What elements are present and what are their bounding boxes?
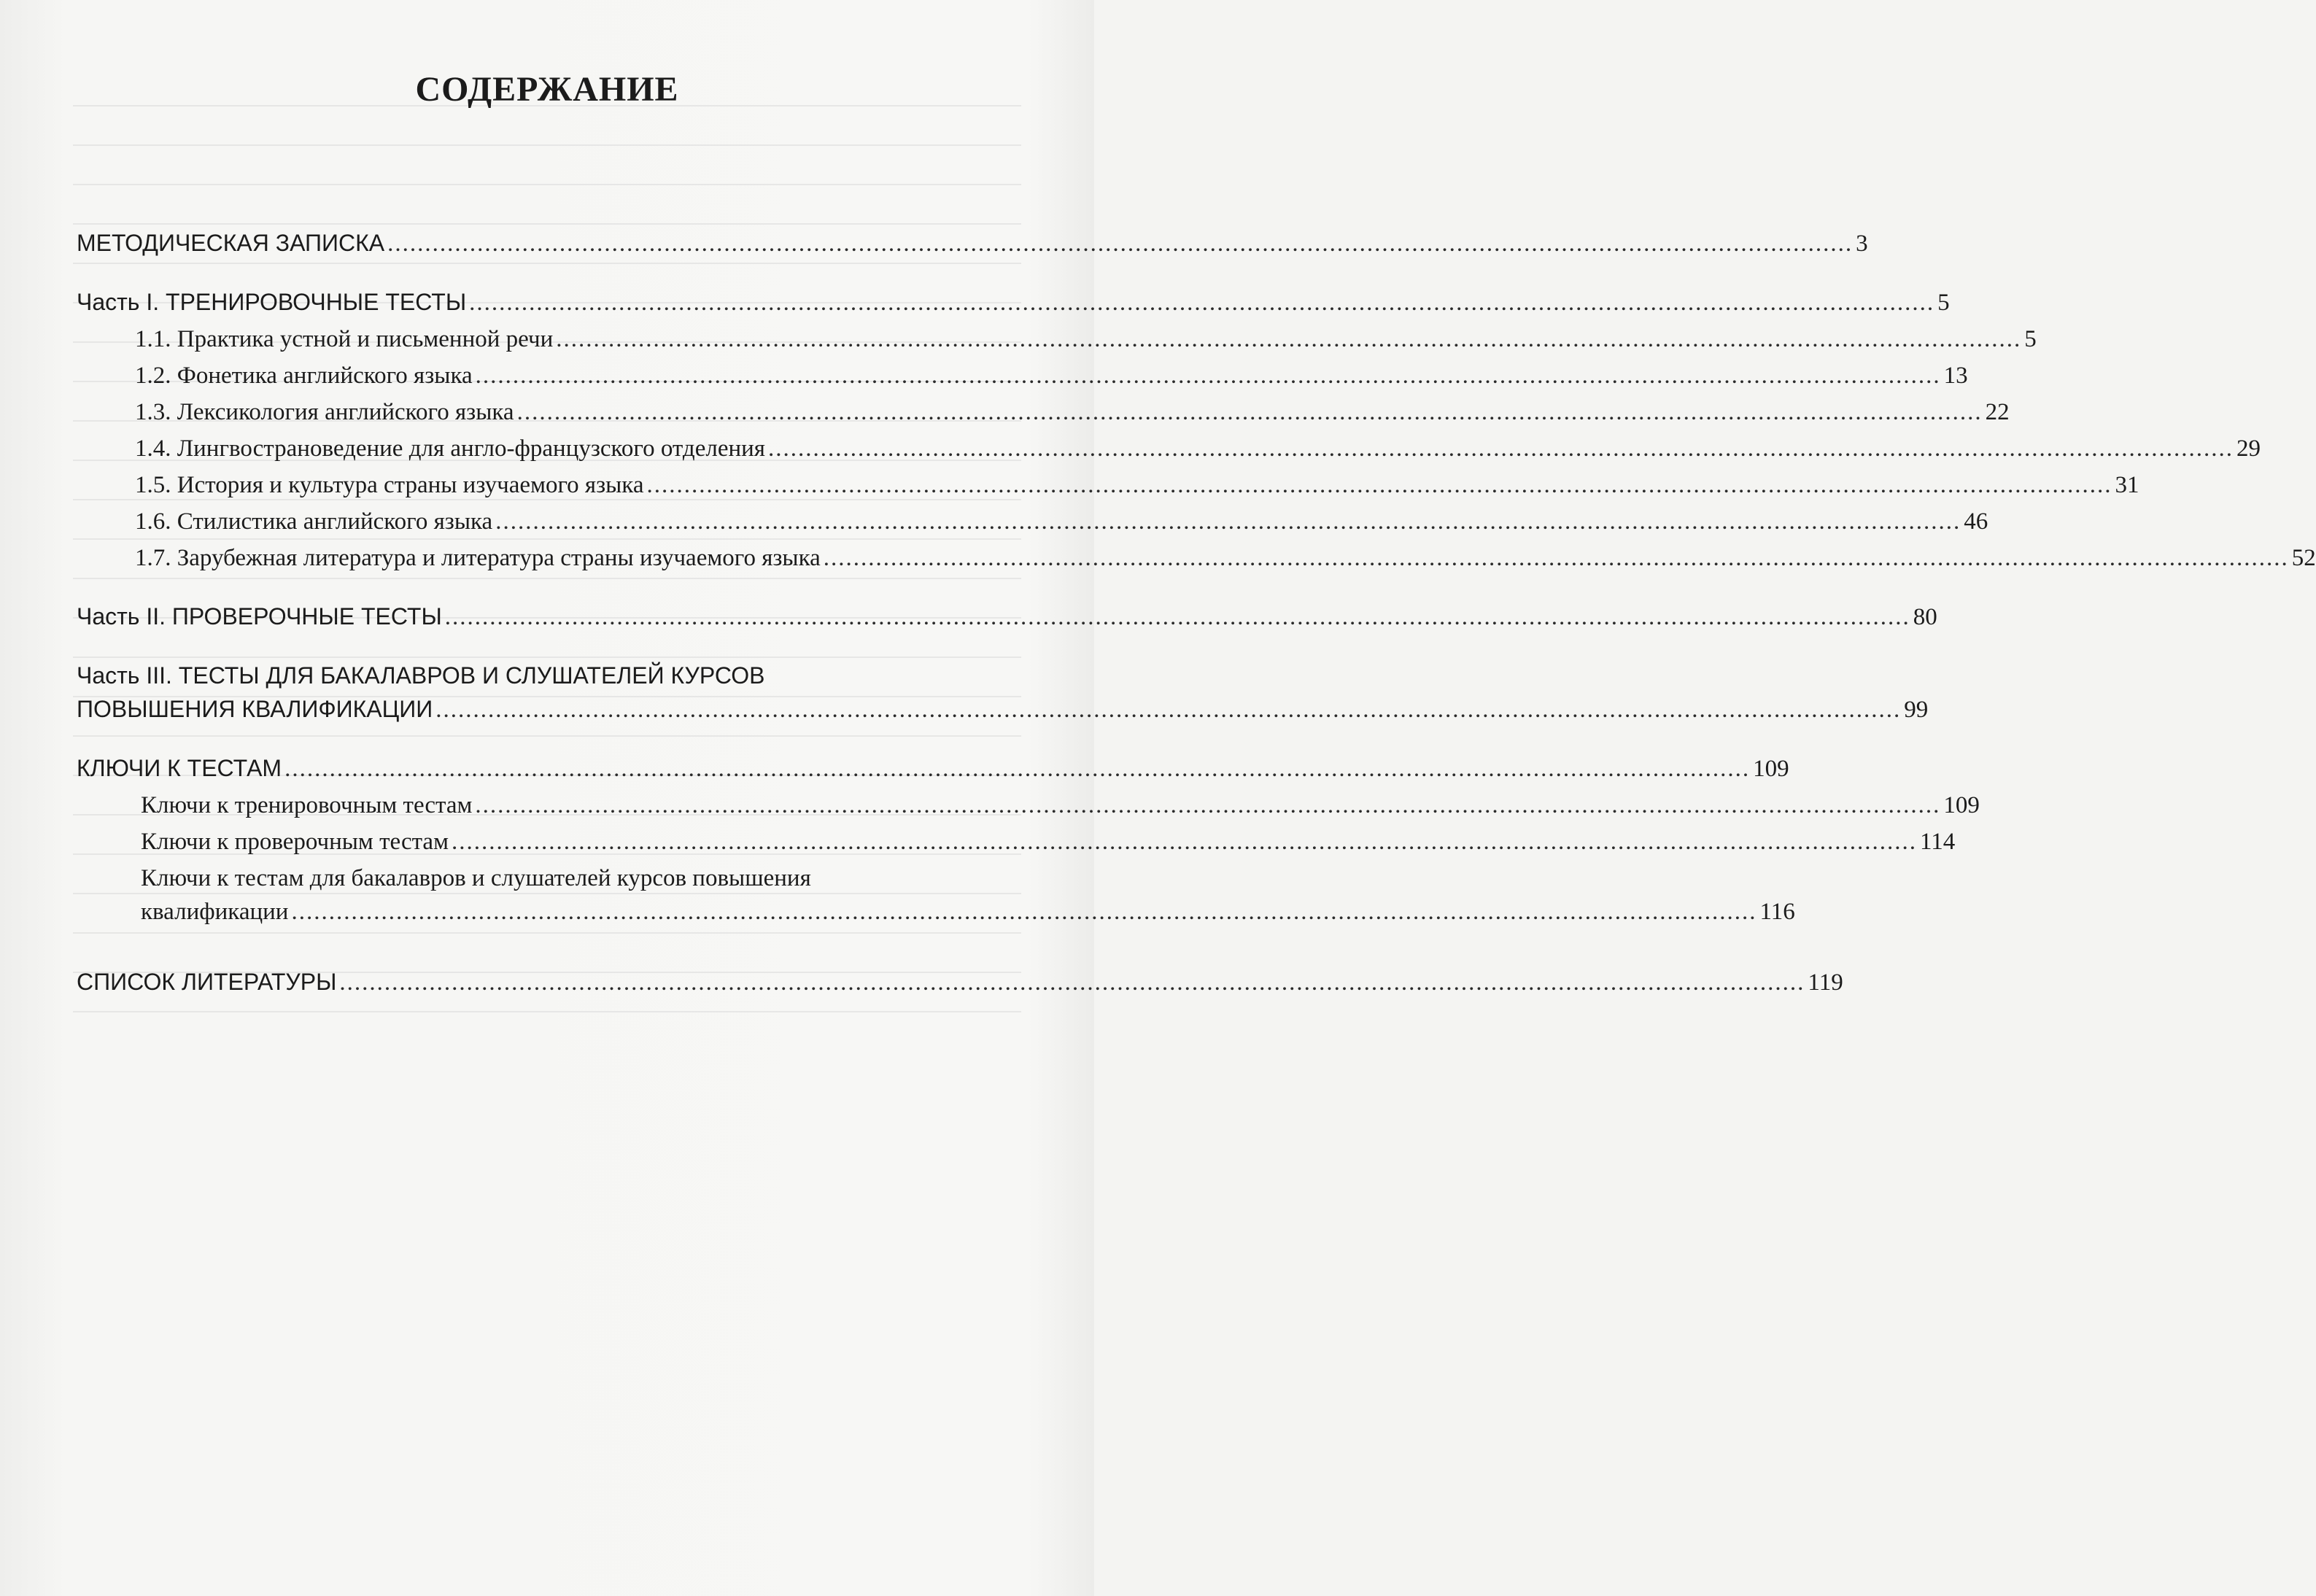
- toc-page-number: 13: [1943, 363, 1968, 389]
- leader-dots: ....................................................................................................................................................................................................: [451, 829, 1917, 855]
- toc-page-number: 119: [1808, 969, 1843, 996]
- toc-entry: [77, 965, 1843, 999]
- toc-entry-label: 1.5. История и культура страны изучаемого языка: [135, 472, 644, 498]
- toc-entry-label: 1.7. Зарубежная литература и литература страны изучаемого языка: [135, 545, 821, 571]
- toc-entry: [77, 789, 1980, 822]
- toc-entry-label: 1.4. Лингвострановедение для англо-французского отделения: [135, 435, 765, 462]
- leader-dots: ....................................................................................................................................................................................................: [556, 326, 2022, 352]
- leader-dots: ....................................................................................................................................................................................................: [339, 969, 1805, 996]
- toc-entry-label: Ключи к тренировочным тестам: [141, 792, 473, 818]
- leader-dots: ....................................................................................................................................................................................................: [823, 545, 2289, 571]
- leader-dots: ....................................................................................................................................................................................................: [516, 399, 1983, 425]
- toc-entry: [77, 285, 1950, 319]
- toc-entry: [77, 395, 2010, 429]
- leader-dots: ....................................................................................................................................................................................................: [646, 472, 2112, 498]
- toc-entry: [77, 541, 2316, 575]
- toc-entry: [77, 432, 2261, 465]
- leader-dots: ....................................................................................................................................................................................................: [387, 231, 1854, 257]
- toc-entry-label: 1.6. Стилистика английского языка: [135, 508, 493, 535]
- leader-dots: ....................................................................................................................................................................................................: [444, 604, 1910, 630]
- toc-page-number: 3: [1856, 231, 1868, 257]
- toc-entry-label-line1: Ключи к тестам для бакалавров и слушателей курсов повышения: [141, 865, 811, 891]
- toc-page-number: 5: [1937, 290, 1950, 316]
- toc-page-number: 80: [1913, 604, 1937, 630]
- toc-entry-label: Ключи к проверочным тестам: [141, 829, 449, 855]
- leader-dots: ....................................................................................................................................................................................................: [475, 363, 1941, 389]
- leader-dots: ....................................................................................................................................................................................................: [284, 756, 1751, 782]
- toc-page-number: 109: [1753, 756, 1789, 782]
- toc-entry-label-line1: Часть III. ТЕСТЫ ДЛЯ БАКАЛАВРОВ И СЛУШАТЕЛЕЙ КУРСОВ: [77, 662, 765, 689]
- toc-entry-label: Часть II. ПРОВЕРОЧНЫЕ ТЕСТЫ: [77, 603, 442, 630]
- toc-entry-multiline: [77, 861, 1795, 929]
- toc-page-number: 109: [1943, 792, 1980, 818]
- toc-entry: [77, 600, 1937, 634]
- toc-entry-label: 1.1. Практика устной и письменной речи: [135, 326, 554, 352]
- toc-page-number: 99: [1904, 697, 1929, 723]
- toc-entry: [77, 895, 1795, 929]
- toc-page-number: 31: [2115, 472, 2139, 498]
- toc-entry: [77, 692, 1929, 727]
- toc-entry-label: 1.2. Фонетика английского языка: [135, 363, 473, 389]
- toc-entry-label: 1.3. Лексикология английского языка: [135, 399, 514, 425]
- toc-entry: [77, 751, 1789, 786]
- toc-entry-label: Часть I. ТРЕНИРОВОЧНЫЕ ТЕСТЫ: [77, 289, 467, 315]
- page-title: СОДЕРЖАНИЕ: [415, 70, 679, 109]
- leader-dots: ....................................................................................................................................................................................................: [469, 290, 1935, 316]
- toc-entry: [77, 505, 1988, 538]
- toc-entry: [77, 226, 1868, 260]
- toc-page-number: 5: [2024, 326, 2037, 352]
- toc-entry: [77, 322, 2037, 356]
- leader-dots: ....................................................................................................................................................................................................: [291, 899, 1757, 925]
- toc-entry-label: СПИСОК ЛИТЕРАТУРЫ: [77, 969, 337, 995]
- toc-page-number: 29: [2236, 435, 2261, 462]
- toc-page-number: 46: [1964, 508, 1988, 535]
- leader-dots: ....................................................................................................................................................................................................: [767, 435, 2234, 462]
- leader-dots: ....................................................................................................................................................................................................: [435, 697, 1902, 723]
- table-of-contents: [77, 226, 2316, 999]
- toc-entry-label: квалификации: [141, 899, 289, 925]
- toc-entry: [77, 359, 1968, 392]
- toc-entry-label: МЕТОДИЧЕСКАЯ ЗАПИСКА: [77, 230, 385, 256]
- toc-page-number: 114: [1919, 829, 1956, 855]
- toc-page-number: 22: [1985, 399, 2010, 425]
- toc-entry: [77, 468, 2139, 502]
- toc-page-number: 116: [1759, 899, 1795, 925]
- toc-page-number: 52: [2291, 545, 2316, 571]
- toc-entry-label: КЛЮЧИ К ТЕСТАМ: [77, 755, 282, 781]
- toc-entry: [77, 825, 1956, 859]
- leader-dots: ....................................................................................................................................................................................................: [475, 792, 1941, 818]
- leader-dots: ....................................................................................................................................................................................................: [495, 508, 1961, 535]
- toc-entry-multiline: [77, 659, 1929, 727]
- toc-entry-label: ПОВЫШЕНИЯ КВАЛИФИКАЦИИ: [77, 696, 433, 722]
